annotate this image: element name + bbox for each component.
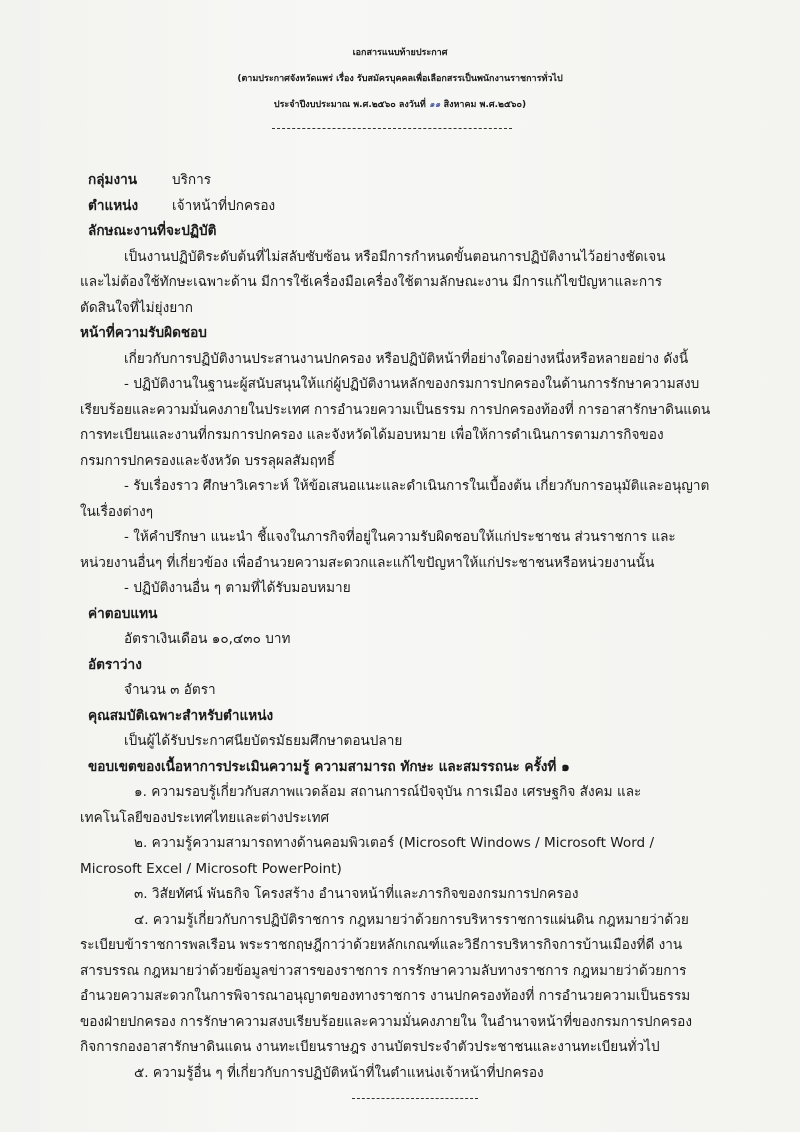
nature-line-1: เป็นงานปฏิบัติระดับต้นที่ไม่สลับซับซ้อน หรือมีการกำหนดขั้นตอนการปฏิบัติงานไว้อย่างชัดเจน bbox=[124, 248, 666, 265]
nature-line-3: ตัดสินใจที่ไม่ยุ่งยาก bbox=[80, 299, 194, 316]
nature-heading: ลักษณะงานที่จะปฏิบัติ bbox=[88, 223, 217, 239]
position-value: เจ้าหน้าที่ปกครอง bbox=[172, 197, 276, 214]
duty-1-line-3: การทะเบียนและงานที่กรมการปกครอง และจังหวัดได้มอบหมาย เพื่อให้การดำเนินการตามภารกิจของ bbox=[80, 427, 664, 443]
duty-3-line-1: - ให้คำปรึกษา แนะนำ ชี้แจงในภารกิจที่อยู่ในความรับผิดชอบให้แก่ประชาชน ส่วนราชการ และ bbox=[124, 529, 676, 545]
scope-1-line-2: เทคโนโลยีของประเทศไทยและต่างประเทศ bbox=[80, 809, 330, 826]
vacancy-value: จำนวน ๓ อัตรา bbox=[124, 682, 216, 698]
duty-2-line-1: - รับเรื่องราว ศึกษาวิเคราะห์ ให้ข้อเสนอแนะและดำเนินการในเบื้องต้น เกี่ยวกับการอนุมัติและอนุญาต bbox=[124, 478, 710, 494]
footer-divider bbox=[352, 1098, 478, 1099]
scope-4-line-2: ระเบียบข้าราชการพลเรือน พระราชกฤษฎีกาว่าด้วยหลักเกณฑ์และวิธีการบริหารกิจการบ้านเมืองที่ดี งาน bbox=[80, 937, 683, 953]
document-body bbox=[80, 168, 748, 1086]
scope-heading: ขอบเขตของเนื้อหาการประเมินความรู้ ความสามารถ ทักษะ และสมรรถนะ ครั้งที่ ๑ bbox=[88, 758, 570, 775]
position-row bbox=[88, 194, 748, 220]
group-label: กลุ่มงาน bbox=[88, 172, 138, 188]
scope-1-line-1: ๑. ความรอบรู้เกี่ยวกับสภาพแวดล้อม สถานการณ์ปัจจุบัน การเมือง เศรษฐกิจ สังคม และ bbox=[134, 784, 642, 800]
group-row bbox=[88, 168, 748, 194]
duty-3-line-2: หน่วยงานอื่นๆ ที่เกี่ยวข้อง เพื่ออำนวยความสะดวกและแก้ไขปัญหาให้แก่ประชาชนหรือหน่วยงานนั้น bbox=[80, 554, 655, 571]
duty-1-line-2: เรียบร้อยและความมั่นคงภายในประเทศ การอำนวยความเป็นธรรม การปกครองท้องที่ การอาสารักษาดินแดน bbox=[80, 401, 711, 418]
duty-1-line-1: - ปฏิบัติงานในฐานะผู้สนับสนุนให้แก่ผู้ปฏิบัติงานหลักของกรมการปกครองในด้านการรักษาความสงบ bbox=[124, 376, 700, 392]
header-title: เอกสารแนบท้ายประกาศ bbox=[352, 48, 448, 58]
position-label: ตำแหน่ง bbox=[88, 197, 139, 214]
pay-value: อัตราเงินเดือน ๑๐,๔๓๐ บาท bbox=[124, 631, 291, 647]
scope-3: ๓. วิสัยทัศน์ พันธกิจ โครงสร้าง อำนาจหน้าที่และภารกิจของกรมการปกครอง bbox=[134, 886, 579, 902]
duties-heading: หน้าที่ความรับผิดชอบ bbox=[80, 325, 207, 341]
pay-heading: ค่าตอบแทน bbox=[88, 605, 158, 622]
scope-4-line-3: สารบรรณ กฎหมายว่าด้วยข้อมูลข่าวสารของราชการ การรักษาความลับทางราชการ กฎหมายว่าด้วยการ bbox=[80, 962, 687, 979]
qualification-value: เป็นผู้ได้รับประกาศนียบัตรมัธยมศึกษาตอนปลาย bbox=[124, 733, 403, 749]
qualification-heading: คุณสมบัติเฉพาะสำหรับตำแหน่ง bbox=[88, 707, 274, 724]
header-subtitle: (ตามประกาศจังหวัดแพร่ เรื่อง รับสมัครบุคคลเพื่อเลือกสรรเป็นพนักงานราชการทั่วไป bbox=[237, 74, 563, 84]
scope-2-line-1: ๒. ความรู้ความสามารถทางด้านคอมพิวเตอร์ (Microsoft Windows / Microsoft Word / bbox=[134, 835, 655, 851]
duty-1-line-4: กรมการปกครองและจังหวัด บรรลุผลสัมฤทธิ์ bbox=[80, 452, 336, 469]
scope-4-line-6: กิจการกองอาสารักษาดินแดน งานทะเบียนราษฎร งานบัตรประจำตัวประชาชนและงานทะเบียนทั่วไป bbox=[80, 1039, 660, 1055]
nature-line-2: และไม่ต้องใช้ทักษะเฉพาะด้าน มีการใช้เครื่องมือเครื่องใช้ตามลักษณะงาน มีการแก้ไขปัญหาและการ bbox=[80, 274, 663, 290]
duty-4: - ปฏิบัติงานอื่น ๆ ตามที่ได้รับมอบหมาย bbox=[124, 580, 351, 596]
header-divider bbox=[272, 128, 512, 129]
scope-4-line-4: อำนวยความสะดวกในการพิจารณาอนุญาตของทางราชการ งานปกครองท้องที่ การอำนวยความเป็นธรรม bbox=[80, 988, 691, 1004]
document-header bbox=[0, 40, 800, 118]
scope-5: ๕. ความรู้อื่น ๆ ที่เกี่ยวกับการปฏิบัติหน้าที่ในตำแหน่งเจ้าหน้าที่ปกครอง bbox=[134, 1064, 544, 1081]
duty-2-line-2: ในเรื่องต่างๆ bbox=[80, 503, 154, 520]
duties-intro: เกี่ยวกับการปฏิบัติงานประสานงานปกครอง หรือปฏิบัติหน้าที่อย่างใดอย่างหนึ่งหรือหลายอย่าง ดังนี้ bbox=[124, 350, 689, 367]
group-value: บริการ bbox=[172, 172, 212, 188]
scope-4-line-1: ๔. ความรู้เกี่ยวกับการปฏิบัติราชการ กฎหมายว่าด้วยการบริหารราชการแผ่นดิน กฎหมายว่าด้วย bbox=[134, 911, 689, 928]
vacancy-heading: อัตราว่าง bbox=[88, 656, 142, 673]
scope-4-line-5: ของฝ่ายปกครอง การรักษาความสงบเรียบร้อยและความมั่นคงภายใน ในอำนาจหน้าที่ของกรมการปกครอง bbox=[80, 1013, 692, 1030]
handwritten-day: ๑๑ bbox=[429, 100, 441, 110]
header-date-line bbox=[0, 92, 800, 118]
header-date-suffix: สิงหาคม พ.ศ.๒๕๖๐) bbox=[443, 100, 527, 110]
scope-2-line-2: Microsoft Excel / Microsoft PowerPoint) bbox=[80, 860, 342, 877]
header-date-prefix: ประจำปีงบประมาณ พ.ศ.๒๕๖๐ ลงวันที่ bbox=[273, 100, 426, 110]
